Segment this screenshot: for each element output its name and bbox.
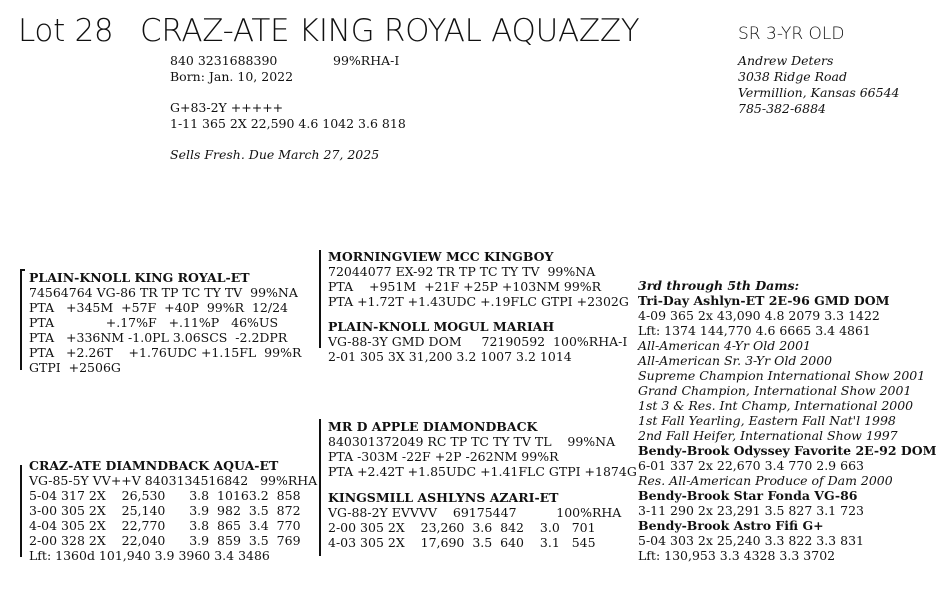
sale-note: Sells Fresh. Due March 27, 2025 (170, 147, 380, 162)
third-dam-record: 4-09 365 2x 43,090 4.8 2079 3.3 1422 (638, 308, 880, 323)
dam-line: 2-00 328 2X 22,040 3.9 859 3.5 769 (29, 533, 301, 548)
sire-dam-line: VG-88-3Y GMD DOM 72190592 100%RHA-I (328, 334, 628, 349)
dam-sire-line: PTA +2.42T +1.85UDC +1.41FLC GTPI +1874G (328, 464, 637, 479)
sire-side-vertical (319, 250, 321, 348)
fifth-dam-name: Bendy-Brook Star Fonda VG-86 (638, 488, 858, 503)
dam-name: CRAZ-ATE DIAMNDBACK AQUA-ET (29, 458, 279, 473)
fourth-dam-record: 6-01 337 2x 22,670 3.4 770 2.9 663 (638, 458, 864, 473)
sire-line: PTA +2.26T +1.76UDC +1.15FL 99%R (29, 345, 302, 360)
fourth-dam-honor: Res. All-American Produce of Dam 2000 (638, 473, 893, 488)
dam-line: VG-85-5Y VV++V 8403134516842 99%RHA (29, 473, 318, 488)
birth-date: Born: Jan. 10, 2022 (170, 69, 294, 84)
third-dam-name: Tri-Day Ashlyn-ET 2E-96 GMD DOM (638, 293, 890, 308)
sire-dam-line: 2-01 305 3X 31,200 3.2 1007 3.2 1014 (328, 349, 572, 364)
third-dam-honor: 1st 3 & Res. Int Champ, International 2000 (638, 398, 914, 413)
third-dam-honor: 1st Fall Yearling, Eastern Fall Nat'l 1998 (638, 413, 896, 428)
sixth-dam-record: 5-04 303 2x 25,240 3.3 822 3.3 831 (638, 533, 864, 548)
consignor-phone: 785-382-6884 (738, 101, 826, 116)
dam-dam-line: 2-00 305 2X 23,260 3.6 842 3.0 701 (328, 520, 596, 535)
sixth-dam-name: Bendy-Brook Astro Fifi G+ (638, 518, 824, 533)
dam-line: 3-00 305 2X 25,140 3.9 982 3.5 872 (29, 503, 301, 518)
further-dams-heading: 3rd through 5th Dams: (638, 278, 800, 293)
dam-line: Lft: 1360d 101,940 3.9 3960 3.4 3486 (29, 548, 270, 563)
sire-line: PTA +345M +57F +40P 99%R 12/24 (29, 300, 288, 315)
dam-sire-line: 840301372049 RC TP TC TY TV TL 99%NA (328, 434, 616, 449)
third-dam-honor: All-American 4-Yr Old 2001 (638, 338, 812, 353)
dam-line: 5-04 317 2X 26,530 3.8 10163.2 858 (29, 488, 301, 503)
third-dam-lifetime: Lft: 1374 144,770 4.6 6665 3.4 4861 (638, 323, 871, 338)
registration-number: 840 3231688390 (170, 53, 278, 68)
dam-sire-line: PTA -303M -22F +2P -262NM 99%R (328, 449, 559, 464)
dam-line: 4-04 305 2X 22,770 3.8 865 3.4 770 (29, 518, 301, 533)
animal-class: SR 3-YR OLD (738, 24, 845, 44)
dam-sire-name: MR D APPLE DIAMONDBACK (328, 419, 538, 434)
dam-dam-name: KINGSMILL ASHLYNS AZARI-ET (328, 490, 559, 505)
sire-name: PLAIN-KNOLL KING ROYAL-ET (29, 270, 250, 285)
sire-bracket-vertical (20, 269, 22, 370)
production-record: 1-11 365 2X 22,590 4.6 1042 3.6 818 (170, 116, 406, 131)
consignor-city: Vermillion, Kansas 66544 (738, 85, 900, 100)
classification-score: G+83-2Y +++++ (170, 100, 284, 115)
sire-line: PTA +.17%F +.11%P 46%US (29, 315, 279, 330)
dam-dam-line: VG-88-2Y EVVVV 69175447 100%RHA (328, 505, 622, 520)
sire-line: 74564764 VG-86 TR TP TC TY TV 99%NA (29, 285, 298, 300)
third-dam-honor: All-American Sr. 3-Yr Old 2000 (638, 353, 833, 368)
sixth-dam-lifetime: Lft: 130,953 3.3 4328 3.3 3702 (638, 548, 836, 563)
lot-number: Lot 28 (18, 13, 114, 49)
rha-percent: 99%RHA-I (333, 53, 400, 68)
dam-side-vertical (319, 419, 321, 556)
sire-sire-line: PTA +951M +21F +25P +103NM 99%R (328, 279, 602, 294)
third-dam-honor: Grand Champion, International Show 2001 (638, 383, 912, 398)
sire-line: PTA +336NM -1.0PL 3.06SCS -2.2DPR (29, 330, 288, 345)
animal-name: CRAZ-ATE KING ROYAL AQUAZZY (140, 13, 640, 49)
consignor-address: 3038 Ridge Road (738, 69, 847, 84)
dam-bracket-vertical (20, 465, 22, 557)
third-dam-honor: 2nd Fall Heifer, International Show 1997 (638, 428, 898, 443)
fourth-dam-name: Bendy-Brook Odyssey Favorite 2E-92 DOM (638, 443, 937, 458)
consignor-name: Andrew Deters (738, 53, 834, 68)
sire-sire-name: MORNINGVIEW MCC KINGBOY (328, 249, 554, 264)
sire-sire-line: PTA +1.72T +1.43UDC +.19FLC GTPI +2302G (328, 294, 629, 309)
sire-dam-name: PLAIN-KNOLL MOGUL MARIAH (328, 319, 555, 334)
sire-sire-line: 72044077 EX-92 TR TP TC TY TV 99%NA (328, 264, 596, 279)
fifth-dam-record: 3-11 290 2x 23,291 3.5 827 3.1 723 (638, 503, 864, 518)
sire-line: GTPI +2506G (29, 360, 121, 375)
third-dam-honor: Supreme Champion International Show 2001 (638, 368, 926, 383)
dam-dam-line: 4-03 305 2X 17,690 3.5 640 3.1 545 (328, 535, 596, 550)
